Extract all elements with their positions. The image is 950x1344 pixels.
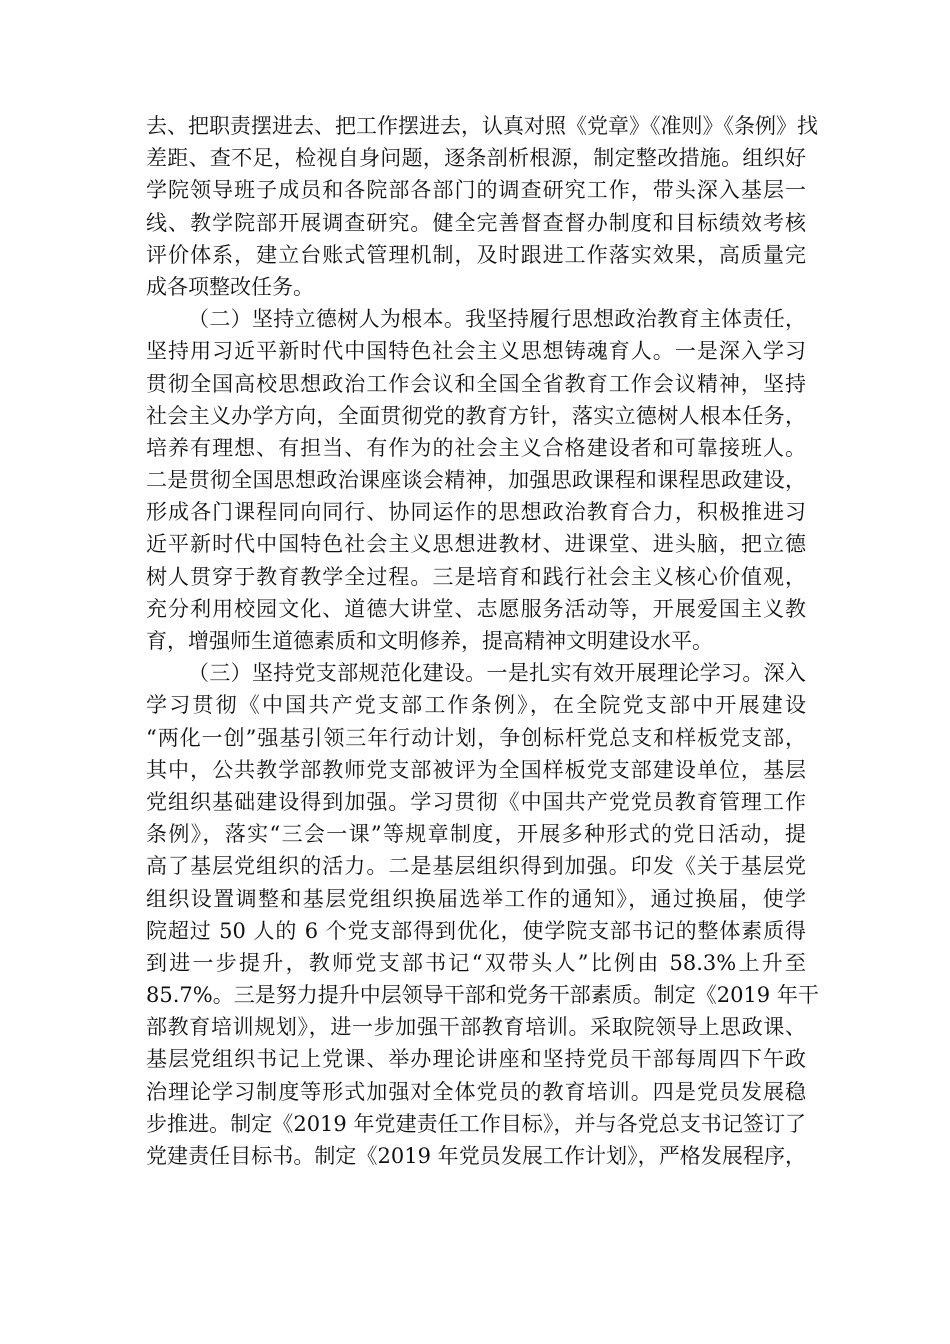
text-line: 二是贯彻全国思想政治课座谈会精神，加强思政课程和课程思政建设， [146, 468, 806, 493]
text-line: 院超过 50 人的 6 个党支部得到优化，使学院支部书记的整体素质得 [146, 918, 806, 943]
text-line: 树人贯穿于教育教学全过程。三是培育和践行社会主义核心价值观， [146, 564, 806, 589]
text-line: 高了基层党组织的活力。二是基层组织得到加强。印发《关于基层党 [146, 854, 806, 879]
text-line: 充分利用校园文化、道德大讲堂、志愿服务活动等，开展爱国主义教 [146, 596, 806, 621]
text-line: 步推进。制定《2019 年党建责任工作目标》，并与各党总支书记签订了 [146, 1111, 806, 1136]
text-line: 基层党组织书记上党课、举办理论讲座和坚持党员干部每周四下午政 [146, 1047, 806, 1072]
text-line: 培养有理想、有担当、有作为的社会主义合格建设者和可靠接班人。 [146, 435, 806, 460]
text-line: 去、把职责摆进去、把工作摆进去，认真对照《党章》《准则》《条例》找 [146, 114, 818, 138]
paragraph-heading-line: （二）坚持立德树人为根本。我坚持履行思想政治教育主体责任， [188, 307, 806, 332]
text-line: 线、教学院部开展调查研究。健全完善督查督办制度和目标绩效考核 [146, 210, 806, 235]
paragraph-heading-line: （三）坚持党支部规范化建设。一是扎实有效开展理论学习。深入 [188, 661, 806, 686]
text-line: 党建责任目标书。制定《2019 年党员发展工作计划》，严格发展程序， [146, 1144, 806, 1168]
text-line: 其中，公共教学部教师党支部被评为全国样板党支部建设单位，基层 [146, 757, 806, 782]
text-line: 到进一步提升，教师党支部书记“双带头人”比例由 58.3%上升至 [146, 950, 806, 975]
text-line: 部教育培训规划》，进一步加强干部教育培训。采取院领导上思政课、 [146, 1015, 806, 1040]
text-line: 治理论学习制度等形式加强对全体党员的教育培训。四是党员发展稳 [146, 1079, 806, 1104]
text-line: 育，增强师生道德素质和文明修养，提高精神文明建设水平。 [146, 629, 713, 653]
text-line: 评价体系，建立台账式管理机制，及时跟进工作落实效果，高质量完 [146, 242, 806, 267]
text-line: 条例》，落实“三会一课”等规章制度，开展多种形式的党日活动，提 [146, 822, 806, 847]
text-line: 组织设置调整和基层党组织换届选举工作的通知》，通过换届，使学 [146, 886, 806, 911]
text-line: 近平新时代中国特色社会主义思想进教材、进课堂、进头脑，把立德 [146, 532, 806, 557]
text-line: 学习贯彻《中国共产党支部工作条例》，在全院党支部中开展建设 [146, 693, 806, 718]
text-line: 形成各门课程同向同行、协同运作的思想政治教育合力，积极推进习 [146, 500, 806, 525]
text-line: 成各项整改任务。 [146, 274, 314, 299]
text-line: “两化一创”强基引领三年行动计划，争创标杆党总支和样板党支部， [146, 725, 806, 750]
text-line: 差距、查不足，检视自身问题，逐条剖析根源，制定整改措施。组织好 [146, 146, 806, 171]
text-line: 社会主义办学方向，全面贯彻党的教育方针，落实立德树人根本任务， [146, 403, 806, 428]
text-line: 贯彻全国高校思想政治工作会议和全国全省教育工作会议精神，坚持 [146, 371, 806, 396]
text-line: 坚持用习近平新时代中国特色社会主义思想铸魂育人。一是深入学习 [146, 339, 806, 364]
text-line: 学院领导班子成员和各院部各部门的调查研究工作，带头深入基层一 [146, 178, 806, 203]
body-text [146, 110, 819, 1172]
text-line: 党组织基础建设得到加强。学习贯彻《中国共产党党员教育管理工作 [146, 789, 806, 814]
text-line: 85.7%。三是努力提升中层领导干部和党务干部素质。制定《2019 年干 [146, 983, 819, 1008]
